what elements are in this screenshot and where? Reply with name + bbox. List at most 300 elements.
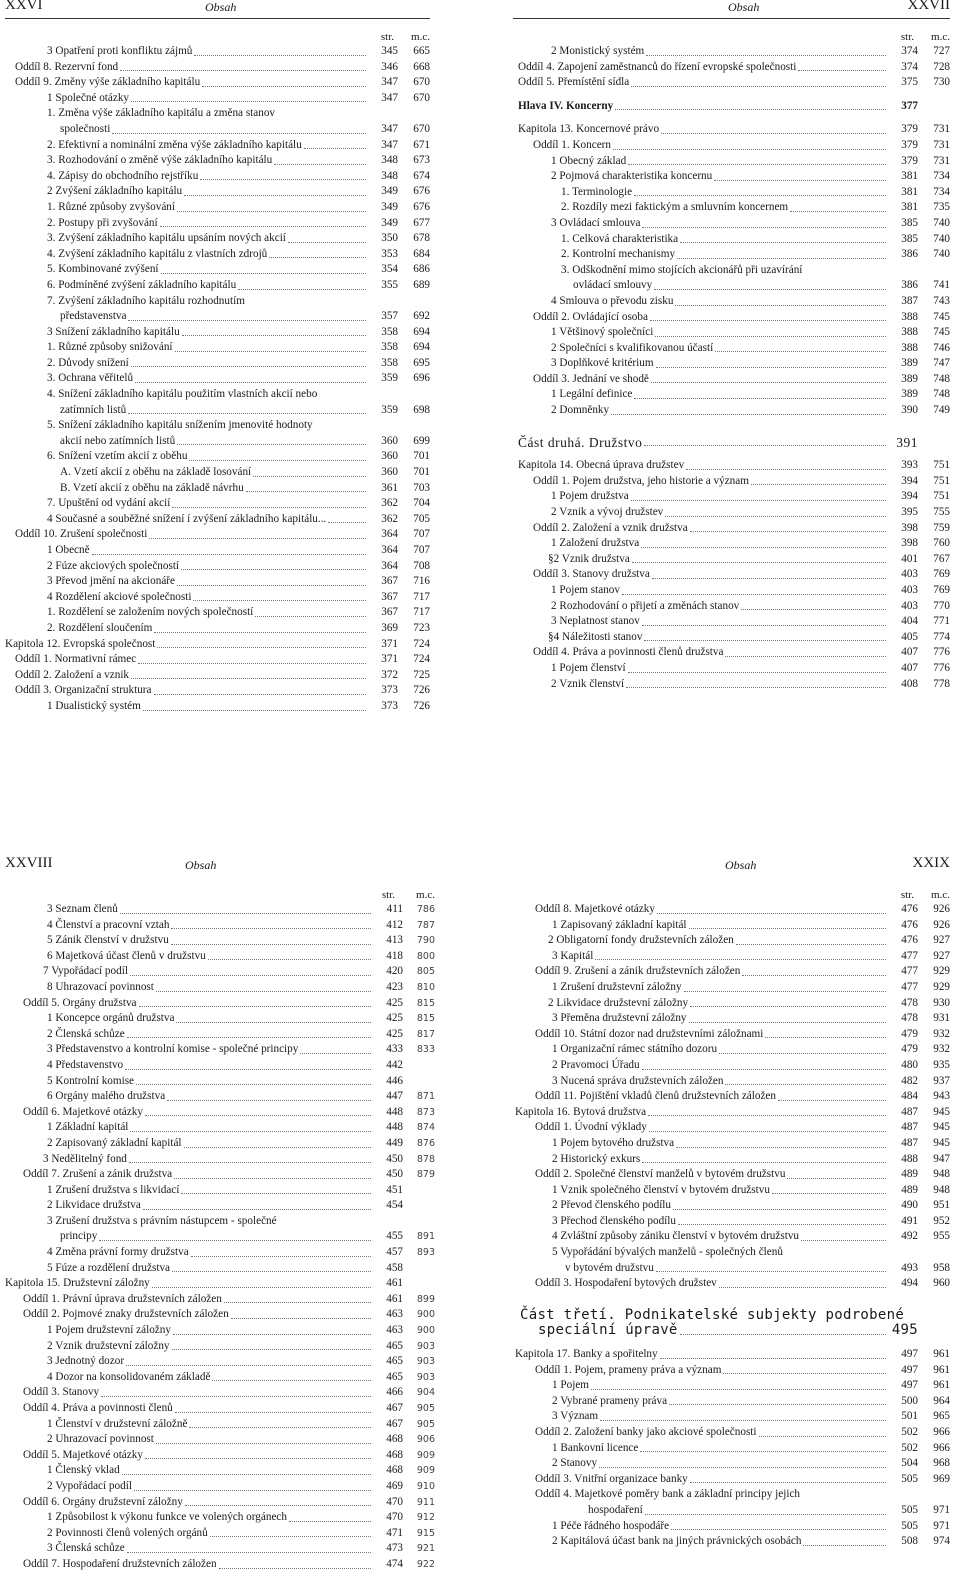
toc-entry[interactable] [5,1120,435,1136]
toc-entry[interactable] [513,458,950,474]
header-rule [513,18,950,19]
entry-title: Oddíl 3. Stanovy družstva [533,568,650,581]
toc-entry[interactable] [510,1089,950,1105]
margin-ref: 665 [413,45,430,57]
toc-entry[interactable] [510,1363,950,1379]
toc-entry[interactable] [513,232,950,248]
page-ref: 373 [381,699,398,712]
toc-entry[interactable] [510,1152,950,1168]
toc-entry[interactable] [5,200,430,216]
toc-entry[interactable] [5,1167,435,1183]
entry-title: A. Vzetí akcií z oběhu na základě losování [60,466,252,479]
toc-entry[interactable] [5,574,430,590]
toc-entry[interactable] [5,1027,435,1043]
margin-ref: 891 [416,1231,435,1243]
toc-entry[interactable] [5,683,430,699]
toc-entry[interactable] [5,1323,435,1339]
toc-entry[interactable] [513,200,950,216]
margin-ref: 703 [413,481,430,494]
running-head: Obsah [205,0,237,14]
entry-title: Kapitola 16. Bytová družstva [515,1105,647,1118]
toc-entry[interactable] [510,1441,950,1457]
entry-title: ovládací smlouvy [573,279,653,292]
toc-entry[interactable] [510,1214,950,1230]
toc-entry[interactable] [510,1105,950,1121]
toc-entry[interactable] [5,387,430,403]
toc-entry[interactable] [5,590,430,606]
toc-entry[interactable] [5,1541,435,1557]
toc-entry[interactable] [510,1167,950,1183]
entry-title: Oddíl 4. Práva a povinnosti členů družstva [533,646,724,659]
page-ref: 371 [381,653,398,666]
toc-entry[interactable] [510,1323,950,1339]
page-ref: 381 [901,170,918,183]
toc-entry[interactable] [5,1042,435,1058]
toc-entry[interactable] [5,294,430,310]
toc-entry[interactable] [513,645,950,661]
toc-entry[interactable] [510,1183,950,1199]
toc-entry[interactable] [5,1074,435,1090]
page-ref: 405 [901,630,918,643]
toc-entry[interactable] [5,169,430,185]
toc-entry[interactable] [5,1229,435,1245]
toc-entry[interactable] [5,949,435,965]
entry-title: 3 Význam [552,1410,599,1423]
entry-title: 3 Nucená správa družstevních záložen [552,1074,724,1087]
margin-ref: 903 [416,1371,435,1383]
margin-ref: 969 [933,1472,950,1485]
entry-title: 1 Pojem družstevní záložny [47,1324,171,1337]
toc-entry[interactable] [513,325,950,341]
dot-leader [157,647,366,648]
entry-title: 2. Kontrolní mechanismy [561,248,676,261]
margin-ref: 743 [933,294,950,307]
page-ref: 484 [901,1090,918,1103]
toc-entry[interactable] [5,1385,435,1401]
toc-entry[interactable] [513,552,950,568]
dot-leader [145,1115,371,1116]
margin-ref: 678 [413,232,430,245]
dot-leader [253,476,366,477]
page-ref: 505 [901,1503,918,1516]
toc-entry[interactable] [513,341,950,357]
toc-entry[interactable] [513,169,950,185]
toc-entry[interactable] [513,521,950,537]
margin-ref: 930 [933,996,950,1009]
entry-title: §4 Náležitosti stanov [548,630,643,643]
entry-title: Oddíl 7. Zrušení a zánik družstva [23,1168,173,1181]
toc-entry[interactable] [5,1089,435,1105]
entry-title: společnosti [60,122,111,135]
toc-entry[interactable] [510,996,950,1012]
toc-entry[interactable] [5,465,430,481]
entry-title: 2 Pojmová charakteristika koncernu [551,170,713,183]
dot-leader [134,1490,371,1491]
entry-title: 2 Obligatorní fondy družstevních záložen [548,934,734,947]
toc-entry[interactable] [510,1472,950,1488]
dot-leader [177,585,366,586]
page-ref: 465 [386,1355,403,1368]
toc-entry[interactable] [5,371,430,387]
margin-ref: 668 [413,60,430,73]
toc-entry[interactable] [513,278,950,294]
entry-title: Oddíl 1. Úvodní výklady [535,1121,647,1134]
toc-entry[interactable] [510,1042,950,1058]
page-ref: 395 [901,506,918,519]
dot-leader [127,1552,371,1553]
toc-entry[interactable] [5,559,430,575]
toc-entry[interactable] [5,106,430,122]
page-ref: 461 [386,1292,403,1305]
toc-entry[interactable] [5,964,435,980]
margin-ref: 935 [933,1058,950,1071]
margin-ref: 971 [933,1503,950,1516]
toc-entry[interactable] [5,44,430,60]
margin-ref: 943 [933,1090,950,1103]
dot-leader [628,164,886,165]
page-ref: 353 [381,247,398,260]
toc-entry[interactable] [5,527,430,543]
toc-entry[interactable] [5,1261,435,1277]
margin-ref: 800 [416,950,435,962]
toc-entry[interactable] [513,614,950,630]
margin-ref: 966 [933,1426,950,1438]
toc-entry[interactable] [5,1417,435,1433]
entry-title: Oddíl 3. Vnitřní organizace banky [535,1472,688,1485]
toc-entry[interactable] [5,1292,435,1308]
toc-entry[interactable] [510,1534,950,1550]
entry-title: 1 Založení družstva [551,537,640,550]
column-headers [510,886,950,902]
margin-ref: 670 [413,91,430,104]
toc-entry[interactable] [513,536,950,552]
margin-ref: 717 [413,606,430,619]
toc-entry[interactable] [513,356,950,372]
margin-ref: 961 [933,1379,950,1392]
toc-entry[interactable] [5,216,430,232]
margin-ref: 731 [933,138,950,151]
toc-entry[interactable] [513,44,950,60]
entry-title: 1 Členský vklad [47,1464,120,1477]
toc-entry[interactable] [513,489,950,505]
toc-entry[interactable] [513,75,950,91]
margin-ref: 740 [933,216,950,229]
toc-entry[interactable] [510,1347,950,1363]
toc-entry[interactable] [5,340,430,356]
toc-entry[interactable] [510,1058,950,1074]
dot-leader [189,460,366,461]
dot-leader [246,491,366,492]
toc-entry[interactable] [5,1058,435,1074]
toc-entry[interactable] [5,918,435,934]
entry-title: 2 Stanovy [552,1457,598,1470]
toc-entry[interactable] [5,122,430,138]
page-ref: 361 [381,481,398,494]
toc-entry[interactable] [510,1011,950,1027]
margin-ref: 911 [416,1496,435,1508]
dot-leader [156,991,371,992]
toc-entry[interactable] [513,263,950,279]
toc-entry[interactable] [510,1425,950,1441]
toc-entry[interactable] [510,1503,950,1519]
page-ref: 404 [901,615,918,628]
toc-entry[interactable] [513,372,950,388]
toc-entry[interactable] [5,1510,435,1526]
toc-entry[interactable] [5,621,430,637]
toc-entry[interactable] [510,949,950,965]
toc-entry[interactable] [5,1401,435,1417]
toc-entry[interactable] [5,1432,435,1448]
page-ref: 467 [386,1417,403,1430]
dot-leader [611,414,886,415]
toc-entry[interactable] [5,184,430,200]
dot-leader [641,547,886,548]
col-str: str. [381,889,395,901]
margin-ref: 909 [416,1449,435,1461]
entry-title: 3 Převod jmění na akcionáře [47,575,175,588]
toc-entry[interactable] [510,1456,950,1472]
toc-entry[interactable] [5,1526,435,1542]
entry-title: Část třetí. Podnikatelské subjekty podrobené [520,1306,905,1323]
page-ref: 425 [386,996,403,1009]
toc-entry[interactable] [5,75,430,91]
toc-entry[interactable] [5,1354,435,1370]
dot-leader [130,1131,371,1132]
page-ref: 508 [901,1535,918,1548]
dot-leader [677,258,886,259]
toc-entry[interactable] [5,996,435,1012]
toc-entry[interactable] [5,1198,435,1214]
page-ref: 349 [381,200,398,213]
toc-entry[interactable] [5,1463,435,1479]
dot-leader [725,656,886,657]
toc-entry[interactable] [513,403,950,419]
toc-entry[interactable] [510,1198,950,1214]
page-ref: 345 [381,45,398,57]
toc-entry[interactable] [5,247,430,263]
toc-entry[interactable] [5,403,430,419]
dot-leader [175,1412,371,1413]
toc-entry[interactable] [510,1074,950,1090]
toc-entry[interactable] [5,278,430,294]
toc-entry[interactable] [5,1011,435,1027]
page-ref: 358 [381,341,398,354]
toc-entry[interactable] [5,543,430,559]
toc-entry[interactable] [5,902,435,918]
margin-ref: 716 [413,575,430,588]
dot-leader [651,382,886,383]
toc-entry[interactable] [510,1409,950,1425]
toc-entry[interactable] [5,262,430,278]
page-ref: 500 [901,1394,918,1407]
entry-title: Oddíl 3. Stanovy [23,1386,100,1399]
toc-entry[interactable] [513,310,950,326]
toc-entry[interactable] [510,1120,950,1136]
entry-title: 6. Podmíněné zvýšení základního kapitálu [47,278,237,291]
dot-leader [644,640,886,641]
toc-entry[interactable] [5,933,435,949]
toc-entry[interactable] [5,980,435,996]
toc-entry[interactable] [5,637,430,653]
page-ref: 461 [386,1277,403,1290]
margin-ref: 876 [416,1137,435,1149]
toc-entry[interactable] [513,661,950,677]
margin-ref: 745 [933,310,950,323]
toc-entry[interactable] [5,356,430,372]
toc-entry[interactable] [5,668,430,684]
toc-entry[interactable] [5,1152,435,1168]
page-ref: 478 [901,996,918,1009]
toc-entry[interactable] [5,1339,435,1355]
toc-entry[interactable] [510,902,950,918]
toc-entry[interactable] [5,1448,435,1464]
toc-entry[interactable] [513,247,950,263]
toc-entry[interactable] [513,185,950,201]
toc-entry[interactable] [513,567,950,583]
toc-entry[interactable] [513,435,950,451]
toc-entry[interactable] [5,496,430,512]
dot-leader [642,1069,886,1070]
toc-entry[interactable] [5,1557,435,1573]
page-ref: 357 [381,310,398,323]
toc-entry[interactable] [513,677,950,693]
page-ref: 388 [901,310,918,323]
entry-title: 3 Doplňkové kritérium [551,357,654,370]
toc-entry[interactable] [5,699,430,715]
toc-entry[interactable] [510,1027,950,1043]
toc-entry[interactable] [513,387,950,403]
entry-title: 2 Kapitálová účast bank na jiných právnických osobách [552,1535,802,1548]
dot-leader [673,1209,886,1210]
entry-title: 2. Rozdíly mezi faktickým a smluvním koncernem [561,201,789,214]
toc-entry[interactable] [5,1214,435,1230]
toc-entry[interactable] [513,60,950,76]
page-ref: 467 [386,1402,403,1414]
toc-entry[interactable] [510,1229,950,1245]
toc-entry[interactable] [510,1519,950,1535]
entry-title: 4 Změna právní formy družstva [47,1246,189,1259]
toc-entry[interactable] [5,512,430,528]
page-ref: 487 [901,1136,918,1149]
toc-entry[interactable] [510,1487,950,1503]
dot-leader [212,1380,371,1381]
toc-entry[interactable] [510,1378,950,1394]
toc-entry[interactable] [510,918,950,934]
toc-entry[interactable] [5,418,430,434]
toc-entry[interactable] [510,1394,950,1410]
toc-entry[interactable] [5,1245,435,1261]
dot-leader [741,609,886,610]
entry-title: 5. Snížení základního kapitálu snížením jmenovité hodnoty [47,419,313,432]
dot-leader [759,1436,886,1437]
page-ref: 420 [386,965,403,978]
page-ref: 463 [386,1324,403,1337]
entry-title: Oddíl 4. Majetkové poměry bank a základní principy jejich [535,1488,801,1501]
dot-leader [135,382,366,383]
entry-title: 4 Zvláštní způsoby zániku členství v bytovém družstvu [552,1230,800,1243]
toc-entry[interactable] [5,449,430,465]
toc-entry[interactable] [513,630,950,646]
toc-entry[interactable] [513,294,950,310]
toc-entry[interactable] [5,1307,435,1323]
toc-entry[interactable] [5,481,430,497]
toc-entry[interactable] [510,1245,950,1261]
toc-entry[interactable] [5,1495,435,1511]
margin-ref: 947 [933,1152,950,1165]
toc-entry[interactable] [510,980,950,996]
page-ref: 495 [891,1322,918,1339]
entry-title: 2 Likvidace družstevní záložny [548,996,689,1009]
margin-ref: 903 [416,1340,435,1352]
toc-entry[interactable] [513,216,950,232]
dot-leader [622,594,886,595]
spacer [510,1339,950,1347]
entry-title: Oddíl 2. Společné členství manželů v bytovém družstvu [535,1168,786,1181]
spacer [513,91,950,99]
col-str: str. [900,889,914,901]
toc-entry[interactable] [513,154,950,170]
toc-entry[interactable] [513,474,950,490]
toc-entry[interactable] [513,122,950,138]
dot-leader [202,86,366,87]
toc-entry[interactable] [5,1276,435,1292]
toc-entry[interactable] [513,583,950,599]
toc-entry[interactable] [513,599,950,615]
toc-entry[interactable] [5,138,430,154]
toc-entry[interactable] [5,309,430,325]
dot-leader [644,445,886,446]
page-ref: 407 [901,661,918,674]
dot-leader [184,195,366,196]
toc-entry[interactable] [5,231,430,247]
toc-entry[interactable] [510,964,950,980]
toc-entry[interactable] [510,1261,950,1277]
margin-ref: 961 [933,1363,950,1376]
toc-entry[interactable] [513,138,950,154]
toc-entry[interactable] [513,505,950,521]
toc-entry[interactable] [5,1183,435,1199]
margin-ref: 974 [933,1535,950,1548]
dot-leader [138,663,366,664]
entry-title: 1 Většinový společníci [551,326,654,339]
toc-entry[interactable] [513,99,950,115]
toc-entry[interactable] [5,325,430,341]
entry-title: 2 Povinnosti členů volených orgánů [47,1526,208,1539]
toc-entry[interactable] [5,652,430,668]
toc-entry[interactable] [5,1105,435,1121]
toc-entry[interactable] [510,1136,950,1152]
entry-title: 3 Přeměna družstevní záložny [552,1012,687,1025]
toc-entry[interactable] [510,1276,950,1292]
toc-entry[interactable] [5,91,430,107]
margin-ref: 910 [416,1480,435,1492]
toc-entry[interactable] [5,1136,435,1152]
dot-leader [181,569,366,570]
toc-entry[interactable] [5,605,430,621]
entry-title: Oddíl 2. Založení a vznik družstva [533,521,688,534]
toc-entry[interactable] [510,933,950,949]
page-ref: 479 [901,1043,918,1056]
toc-entry[interactable] [5,1370,435,1386]
entry-title: 2 Uhrazovací povinnost [47,1433,154,1446]
toc-entry[interactable] [5,1479,435,1495]
dot-leader [642,625,886,626]
toc-entry[interactable] [5,434,430,450]
toc-entry[interactable] [5,153,430,169]
toc-entry[interactable] [510,1308,950,1324]
margin-ref: 945 [933,1105,950,1118]
toc-entry[interactable] [5,60,430,76]
